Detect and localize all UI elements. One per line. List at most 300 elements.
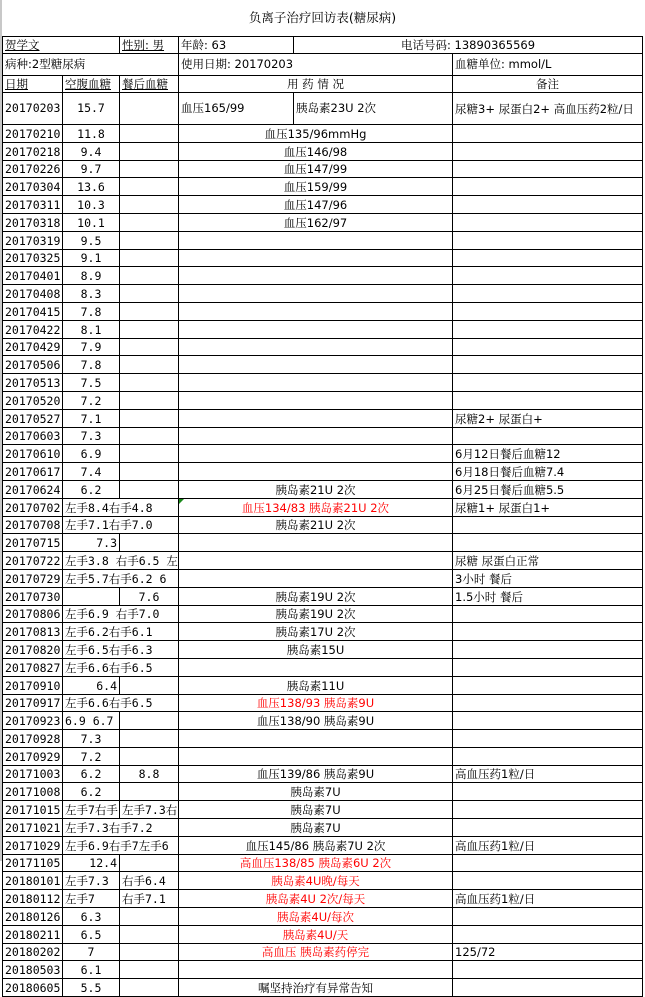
table-row xyxy=(3,267,643,285)
cell-postmeal[interactable] xyxy=(120,427,179,445)
cell-postmeal[interactable] xyxy=(120,943,179,961)
cell-notes[interactable]: 6月18日餐后血糖7.4 xyxy=(453,463,643,481)
cell-fasting[interactable]: 9.7 xyxy=(63,160,120,178)
cell-fasting[interactable]: 左手7 xyxy=(63,890,120,908)
cell-notes[interactable]: 高血压药1粒/日 xyxy=(453,836,643,854)
cell-date[interactable]: 20170929 xyxy=(3,747,63,765)
cell-postmeal[interactable] xyxy=(120,908,179,926)
table-row xyxy=(3,463,643,481)
start-date[interactable]: 使用日期: 20170203 xyxy=(179,54,453,76)
cell-notes[interactable] xyxy=(453,872,643,890)
table-row xyxy=(3,961,643,979)
cell-notes[interactable] xyxy=(453,730,643,748)
table-row xyxy=(3,783,643,801)
cell-medication[interactable]: 血压147/96 xyxy=(179,196,453,214)
cell-fasting[interactable]: 6.9 6.7 xyxy=(63,712,120,730)
cell-postmeal[interactable]: 左手7.3右 xyxy=(120,801,179,819)
cell-postmeal[interactable] xyxy=(120,160,179,178)
cell-date[interactable]: 20170401 xyxy=(3,267,63,285)
cell-date[interactable]: 20170813 xyxy=(3,623,63,641)
cell-fasting[interactable]: 9.4 xyxy=(63,142,120,160)
cell-date[interactable]: 20170820 xyxy=(3,641,63,659)
cell-postmeal[interactable] xyxy=(120,730,179,748)
patient-info-row xyxy=(3,37,643,54)
glucose-unit[interactable]: 血糖单位: mmol/L xyxy=(453,54,643,76)
cell-medication[interactable] xyxy=(179,534,453,552)
cell-notes[interactable] xyxy=(453,231,643,249)
table-row xyxy=(3,658,643,676)
cell-postmeal[interactable] xyxy=(120,320,179,338)
column-header-row xyxy=(3,76,643,93)
table-row xyxy=(3,641,643,659)
cell-fasting[interactable]: 左手7右手 xyxy=(63,801,120,819)
cell-glucose-readings[interactable]: 左手7.1右手7.0 xyxy=(63,516,179,534)
cell-date[interactable]: 20170203 xyxy=(3,93,63,125)
table-row xyxy=(3,445,643,463)
cell-medication[interactable] xyxy=(179,391,453,409)
table-row xyxy=(3,730,643,748)
disease-type[interactable]: 病种:2型糖尿病 xyxy=(3,54,179,76)
cell-medication[interactable]: 高血压 胰岛素药停完 xyxy=(179,943,453,961)
table-row xyxy=(3,908,643,926)
table-row xyxy=(3,409,643,427)
cell-fasting[interactable]: 7.8 xyxy=(63,302,120,320)
cell-medication[interactable]: 血压159/99 xyxy=(179,178,453,196)
cell-notes[interactable] xyxy=(453,747,643,765)
cell-notes[interactable] xyxy=(453,213,643,231)
header-postmeal[interactable]: 餐后血糖 xyxy=(120,76,179,93)
header-notes[interactable]: 备注 xyxy=(453,76,643,93)
cell-notes[interactable] xyxy=(453,801,643,819)
cell-medication[interactable] xyxy=(179,285,453,303)
cell-medication[interactable]: 胰岛素7U xyxy=(179,819,453,837)
cell-fasting[interactable]: 7.3 xyxy=(63,730,120,748)
patient-gender[interactable]: 性别: 男 xyxy=(120,37,179,54)
table-row xyxy=(3,712,643,730)
cell-medication[interactable]: 血压139/86 胰岛素9U xyxy=(179,765,453,783)
cell-notes[interactable] xyxy=(453,925,643,943)
followup-table xyxy=(2,36,643,997)
cell-notes[interactable] xyxy=(453,267,643,285)
table-row xyxy=(3,819,643,837)
cell-fasting[interactable]: 7.9 xyxy=(63,338,120,356)
cell-glucose-readings[interactable]: 左手6.5右手6.3 xyxy=(63,641,179,659)
cell-date[interactable]: 20180211 xyxy=(3,925,63,943)
cell-date[interactable]: 20171015 xyxy=(3,801,63,819)
cell-medication[interactable]: 嘱坚持治疗有异常告知 xyxy=(179,979,453,997)
cell-medication[interactable]: 胰岛素21U 2次 xyxy=(179,516,453,534)
cell-date[interactable]: 20170506 xyxy=(3,356,63,374)
cell-fasting[interactable]: 10.3 xyxy=(63,196,120,214)
cell-postmeal[interactable] xyxy=(120,391,179,409)
cell-fasting[interactable]: 6.2 xyxy=(63,765,120,783)
cell-postmeal[interactable] xyxy=(120,961,179,979)
table-row xyxy=(3,374,643,392)
cell-postmeal[interactable]: 8.8 xyxy=(120,765,179,783)
cell-medication[interactable]: 胰岛素19U 2次 xyxy=(179,587,453,605)
cell-postmeal[interactable] xyxy=(120,409,179,427)
cell-date[interactable]: 20170928 xyxy=(3,730,63,748)
cell-insulin[interactable]: 胰岛素23U 2次 xyxy=(294,93,453,125)
cell-date[interactable]: 20170319 xyxy=(3,231,63,249)
cell-fasting[interactable]: 10.1 xyxy=(63,213,120,231)
table-row xyxy=(3,285,643,303)
cell-fasting[interactable]: 7 xyxy=(63,943,120,961)
cell-postmeal[interactable] xyxy=(120,249,179,267)
cell-date[interactable]: 20170408 xyxy=(3,285,63,303)
cell-fasting[interactable]: 6.3 xyxy=(63,908,120,926)
table-row xyxy=(3,890,643,908)
cell-fasting[interactable]: 7.2 xyxy=(63,747,120,765)
cell-date[interactable]: 20171008 xyxy=(3,783,63,801)
cell-postmeal[interactable] xyxy=(120,213,179,231)
cell-fasting[interactable]: 6.2 xyxy=(63,783,120,801)
cell-date[interactable]: 20170917 xyxy=(3,694,63,712)
cell-notes[interactable]: 高血压药1粒/日 xyxy=(453,890,643,908)
cell-notes[interactable] xyxy=(453,854,643,872)
cell-fasting[interactable]: 8.1 xyxy=(63,320,120,338)
cell-fasting[interactable]: 7.3 xyxy=(63,534,120,552)
cell-medication[interactable] xyxy=(179,658,453,676)
cell-fasting[interactable]: 7.8 xyxy=(63,356,120,374)
table-row xyxy=(3,552,643,570)
cell-date[interactable]: 20170422 xyxy=(3,320,63,338)
cell-notes[interactable] xyxy=(453,142,643,160)
cell-notes[interactable] xyxy=(453,285,643,303)
cell-notes[interactable]: 尿糖1+ 尿蛋白1+ xyxy=(453,498,643,516)
table-row xyxy=(3,587,643,605)
cell-date[interactable]: 20171021 xyxy=(3,819,63,837)
cell-glucose-readings[interactable]: 左手6.9 右手7.0 xyxy=(63,605,179,623)
cell-glucose-readings[interactable]: 左手8.4右手4.8 xyxy=(63,498,179,516)
cell-fasting[interactable]: 8.9 xyxy=(63,267,120,285)
cell-medication[interactable] xyxy=(179,338,453,356)
cell-date[interactable]: 20170325 xyxy=(3,249,63,267)
cell-medication[interactable]: 胰岛素4U/天 xyxy=(179,925,453,943)
cell-medication[interactable]: 胰岛素11U xyxy=(179,676,453,694)
cell-date[interactable]: 20170226 xyxy=(3,160,63,178)
cell-postmeal[interactable] xyxy=(120,93,179,125)
cell-date[interactable]: 20170318 xyxy=(3,213,63,231)
cell-date[interactable]: 20170311 xyxy=(3,196,63,214)
cell-date[interactable]: 20170520 xyxy=(3,391,63,409)
cell-notes[interactable] xyxy=(453,979,643,997)
cell-notes[interactable] xyxy=(453,712,643,730)
cell-date[interactable]: 20170722 xyxy=(3,552,63,570)
cell-notes[interactable] xyxy=(453,605,643,623)
table-row xyxy=(3,338,643,356)
cell-postmeal[interactable] xyxy=(120,712,179,730)
cell-notes[interactable]: 3小时 餐后 xyxy=(453,569,643,587)
cell-postmeal[interactable] xyxy=(120,747,179,765)
table-row xyxy=(3,605,643,623)
table-row xyxy=(3,213,643,231)
cell-date[interactable]: 20170210 xyxy=(3,125,63,143)
cell-date[interactable]: 20170910 xyxy=(3,676,63,694)
cell-date[interactable]: 20171105 xyxy=(3,854,63,872)
cell-medication[interactable] xyxy=(179,267,453,285)
cell-notes[interactable] xyxy=(453,658,643,676)
cell-notes[interactable] xyxy=(453,676,643,694)
cell-fasting[interactable]: 9.5 xyxy=(63,231,120,249)
cell-blood-pressure[interactable]: 血压165/99 xyxy=(179,93,294,125)
cell-medication[interactable] xyxy=(179,427,453,445)
cell-notes[interactable]: 尿糖2+ 尿蛋白+ xyxy=(453,409,643,427)
table-row xyxy=(3,979,643,997)
cell-medication[interactable]: 胰岛素4U/每次 xyxy=(179,908,453,926)
cell-fasting[interactable]: 7.2 xyxy=(63,391,120,409)
table-row xyxy=(3,801,643,819)
cell-postmeal[interactable] xyxy=(120,854,179,872)
cell-date[interactable]: 20170610 xyxy=(3,445,63,463)
cell-medication[interactable] xyxy=(179,961,453,979)
cell-date[interactable]: 20171029 xyxy=(3,836,63,854)
cell-notes[interactable] xyxy=(453,534,643,552)
cell-date[interactable]: 20170729 xyxy=(3,569,63,587)
table-row xyxy=(3,160,643,178)
cell-medication[interactable] xyxy=(179,249,453,267)
cell-date[interactable]: 20170827 xyxy=(3,658,63,676)
cell-fasting[interactable]: 13.6 xyxy=(63,178,120,196)
cell-glucose-readings[interactable]: 左手5.7右手6.2 6 xyxy=(63,569,179,587)
cell-notes[interactable] xyxy=(453,516,643,534)
table-row xyxy=(3,427,643,445)
cell-date[interactable]: 20180202 xyxy=(3,943,63,961)
cell-fasting[interactable]: 9.1 xyxy=(63,249,120,267)
cell-fasting[interactable]: 7.1 xyxy=(63,409,120,427)
patient-age[interactable]: 年龄: 63 xyxy=(179,37,294,54)
cell-notes[interactable]: 125/72 xyxy=(453,943,643,961)
cell-date[interactable]: 20170527 xyxy=(3,409,63,427)
cell-notes[interactable] xyxy=(453,125,643,143)
cell-notes[interactable]: 尿糖3+ 尿蛋白2+ 高血压药2粒/日 xyxy=(453,93,643,125)
cell-postmeal[interactable]: 7.6 xyxy=(120,587,179,605)
disease-info-row xyxy=(3,54,643,76)
header-medication[interactable]: 用 药 情 况 xyxy=(179,76,453,93)
cell-fasting[interactable]: 6.9 xyxy=(63,445,120,463)
cell-glucose-readings[interactable]: 左手6.6右手6.5 xyxy=(63,658,179,676)
cell-medication[interactable]: 血压145/86 胰岛素7U 2次 xyxy=(179,836,453,854)
cell-postmeal[interactable] xyxy=(120,356,179,374)
cell-date[interactable]: 20170218 xyxy=(3,142,63,160)
cell-medication[interactable] xyxy=(179,302,453,320)
table-row xyxy=(3,676,643,694)
cell-postmeal[interactable] xyxy=(120,231,179,249)
cell-date[interactable]: 20180101 xyxy=(3,872,63,890)
cell-date[interactable]: 20170702 xyxy=(3,498,63,516)
cell-notes[interactable] xyxy=(453,641,643,659)
cell-fasting[interactable]: 6.2 xyxy=(63,480,120,498)
patient-name[interactable]: 贺学文 xyxy=(3,37,120,54)
cell-postmeal[interactable] xyxy=(120,196,179,214)
header-fasting[interactable]: 空腹血糖 xyxy=(63,76,120,93)
cell-postmeal[interactable]: 右手6.4 xyxy=(120,872,179,890)
cell-medication[interactable]: 血压134/83 胰岛素21U 2次 xyxy=(179,498,453,516)
table-row xyxy=(3,943,643,961)
cell-notes[interactable]: 尿糖 尿蛋白正常 xyxy=(453,552,643,570)
cell-postmeal[interactable]: 右手7.1 xyxy=(120,890,179,908)
table-row xyxy=(3,498,643,516)
cell-date[interactable]: 20170806 xyxy=(3,605,63,623)
cell-notes[interactable] xyxy=(453,320,643,338)
cell-medication[interactable]: 胰岛素4U 2次/每天 xyxy=(179,890,453,908)
cell-fasting[interactable]: 5.5 xyxy=(63,979,120,997)
cell-postmeal[interactable] xyxy=(120,302,179,320)
table-row xyxy=(3,231,643,249)
cell-fasting[interactable]: 7.4 xyxy=(63,463,120,481)
cell-medication[interactable]: 高血压138/85 胰岛素6U 2次 xyxy=(179,854,453,872)
cell-medication[interactable]: 胰岛素4U晚/每天 xyxy=(179,872,453,890)
cell-date[interactable]: 20170617 xyxy=(3,463,63,481)
cell-glucose-readings[interactable]: 左手3.8 右手6.5 左 xyxy=(63,552,179,570)
cell-medication[interactable] xyxy=(179,320,453,338)
cell-notes[interactable] xyxy=(453,160,643,178)
cell-medication[interactable] xyxy=(179,552,453,570)
cell-date[interactable]: 20170923 xyxy=(3,712,63,730)
table-row xyxy=(3,356,643,374)
cell-medication[interactable]: 血压162/97 xyxy=(179,213,453,231)
cell-fasting[interactable]: 左手7.3 xyxy=(63,872,120,890)
cell-notes[interactable]: 1.5小时 餐后 xyxy=(453,587,643,605)
cell-postmeal[interactable] xyxy=(120,676,179,694)
cell-fasting[interactable]: 7.5 xyxy=(63,374,120,392)
cell-notes[interactable] xyxy=(453,249,643,267)
cell-notes[interactable] xyxy=(453,374,643,392)
cell-date[interactable]: 20180605 xyxy=(3,979,63,997)
cell-date[interactable]: 20180126 xyxy=(3,908,63,926)
cell-postmeal[interactable] xyxy=(120,374,179,392)
table-row xyxy=(3,196,643,214)
table-row xyxy=(3,854,643,872)
patient-phone[interactable]: 电话号码: 13890365569 xyxy=(294,37,643,54)
table-row xyxy=(3,125,643,143)
table-row xyxy=(3,302,643,320)
cell-notes[interactable] xyxy=(453,783,643,801)
cell-postmeal[interactable] xyxy=(120,178,179,196)
table-row xyxy=(3,925,643,943)
cell-fasting[interactable] xyxy=(63,587,120,605)
cell-medication[interactable] xyxy=(179,374,453,392)
table-row xyxy=(3,142,643,160)
table-row xyxy=(3,320,643,338)
header-date[interactable]: 日期 xyxy=(3,76,63,93)
cell-glucose-readings[interactable]: 左手6.2右手6.1 xyxy=(63,623,179,641)
cell-glucose-readings[interactable]: 左手6.6右手6.5 xyxy=(63,694,179,712)
cell-date[interactable]: 20170603 xyxy=(3,427,63,445)
cell-postmeal[interactable] xyxy=(120,534,179,552)
cell-medication[interactable]: 血压135/96mmHg xyxy=(179,125,453,143)
cell-postmeal[interactable] xyxy=(120,338,179,356)
cell-medication[interactable]: 胰岛素19U 2次 xyxy=(179,605,453,623)
cell-medication[interactable]: 胰岛素15U xyxy=(179,641,453,659)
cell-notes[interactable] xyxy=(453,961,643,979)
cell-postmeal[interactable] xyxy=(120,783,179,801)
cell-fasting[interactable]: 6.5 xyxy=(63,925,120,943)
cell-glucose-readings[interactable]: 左手7.3右手7.2 xyxy=(63,819,179,837)
table-row xyxy=(3,249,643,267)
cell-glucose-readings[interactable]: 左手6.9右手7左手6 xyxy=(63,836,179,854)
table-row xyxy=(3,747,643,765)
cell-fasting[interactable]: 6.4 xyxy=(63,676,120,694)
cell-notes[interactable] xyxy=(453,338,643,356)
cell-medication[interactable]: 胰岛素7U xyxy=(179,783,453,801)
cell-fasting[interactable]: 11.8 xyxy=(63,125,120,143)
cell-postmeal[interactable] xyxy=(120,125,179,143)
cell-date[interactable]: 20180503 xyxy=(3,961,63,979)
cell-medication[interactable] xyxy=(179,730,453,748)
table-row xyxy=(3,694,643,712)
cell-notes[interactable]: 高血压药1粒/日 xyxy=(453,765,643,783)
cell-date[interactable]: 20170715 xyxy=(3,534,63,552)
cell-notes[interactable]: 6月12日餐后血糖12 xyxy=(453,445,643,463)
cell-postmeal[interactable] xyxy=(120,925,179,943)
cell-medication[interactable] xyxy=(179,409,453,427)
cell-medication[interactable]: 血压147/99 xyxy=(179,160,453,178)
cell-notes[interactable] xyxy=(453,178,643,196)
cell-fasting[interactable]: 12.4 xyxy=(63,854,120,872)
cell-notes[interactable] xyxy=(453,196,643,214)
cell-postmeal[interactable] xyxy=(120,142,179,160)
cell-notes[interactable] xyxy=(453,356,643,374)
cell-fasting[interactable]: 7.3 xyxy=(63,427,120,445)
table-row xyxy=(3,765,643,783)
cell-medication[interactable]: 血压138/93 胰岛素9U xyxy=(179,694,453,712)
cell-notes[interactable] xyxy=(453,623,643,641)
cell-date[interactable]: 20170415 xyxy=(3,302,63,320)
cell-medication[interactable] xyxy=(179,356,453,374)
cell-postmeal[interactable] xyxy=(120,445,179,463)
cell-medication[interactable] xyxy=(179,445,453,463)
cell-medication[interactable]: 胰岛素17U 2次 xyxy=(179,623,453,641)
cell-date[interactable]: 20170429 xyxy=(3,338,63,356)
table-row xyxy=(3,178,643,196)
cell-date[interactable]: 20170708 xyxy=(3,516,63,534)
cell-postmeal[interactable] xyxy=(120,267,179,285)
cell-medication[interactable]: 血压146/98 xyxy=(179,142,453,160)
table-row xyxy=(3,836,643,854)
cell-date[interactable]: 20180112 xyxy=(3,890,63,908)
cell-postmeal[interactable] xyxy=(120,480,179,498)
cell-fasting[interactable]: 6.1 xyxy=(63,961,120,979)
cell-date[interactable]: 20170304 xyxy=(3,178,63,196)
cell-date[interactable]: 20171003 xyxy=(3,765,63,783)
cell-medication[interactable] xyxy=(179,569,453,587)
cell-medication[interactable]: 血压138/90 胰岛素9U xyxy=(179,712,453,730)
cell-notes[interactable] xyxy=(453,694,643,712)
cell-medication[interactable] xyxy=(179,747,453,765)
cell-medication[interactable]: 胰岛素7U xyxy=(179,801,453,819)
cell-notes[interactable] xyxy=(453,302,643,320)
cell-notes[interactable]: 6月25日餐后血糖5.5 xyxy=(453,480,643,498)
cell-notes[interactable] xyxy=(453,908,643,926)
cell-date[interactable]: 20170624 xyxy=(3,480,63,498)
cell-date[interactable]: 20170513 xyxy=(3,374,63,392)
cell-notes[interactable] xyxy=(453,391,643,409)
table-row xyxy=(3,569,643,587)
cell-medication[interactable] xyxy=(179,463,453,481)
cell-postmeal[interactable] xyxy=(120,979,179,997)
cell-notes[interactable] xyxy=(453,427,643,445)
cell-fasting[interactable]: 15.7 xyxy=(63,93,120,125)
cell-date[interactable]: 20170730 xyxy=(3,587,63,605)
cell-fasting[interactable]: 8.3 xyxy=(63,285,120,303)
cell-postmeal[interactable] xyxy=(120,285,179,303)
cell-notes[interactable] xyxy=(453,819,643,837)
cell-medication[interactable] xyxy=(179,231,453,249)
table-row xyxy=(3,534,643,552)
cell-postmeal[interactable] xyxy=(120,463,179,481)
cell-medication[interactable]: 胰岛素21U 2次 xyxy=(179,480,453,498)
